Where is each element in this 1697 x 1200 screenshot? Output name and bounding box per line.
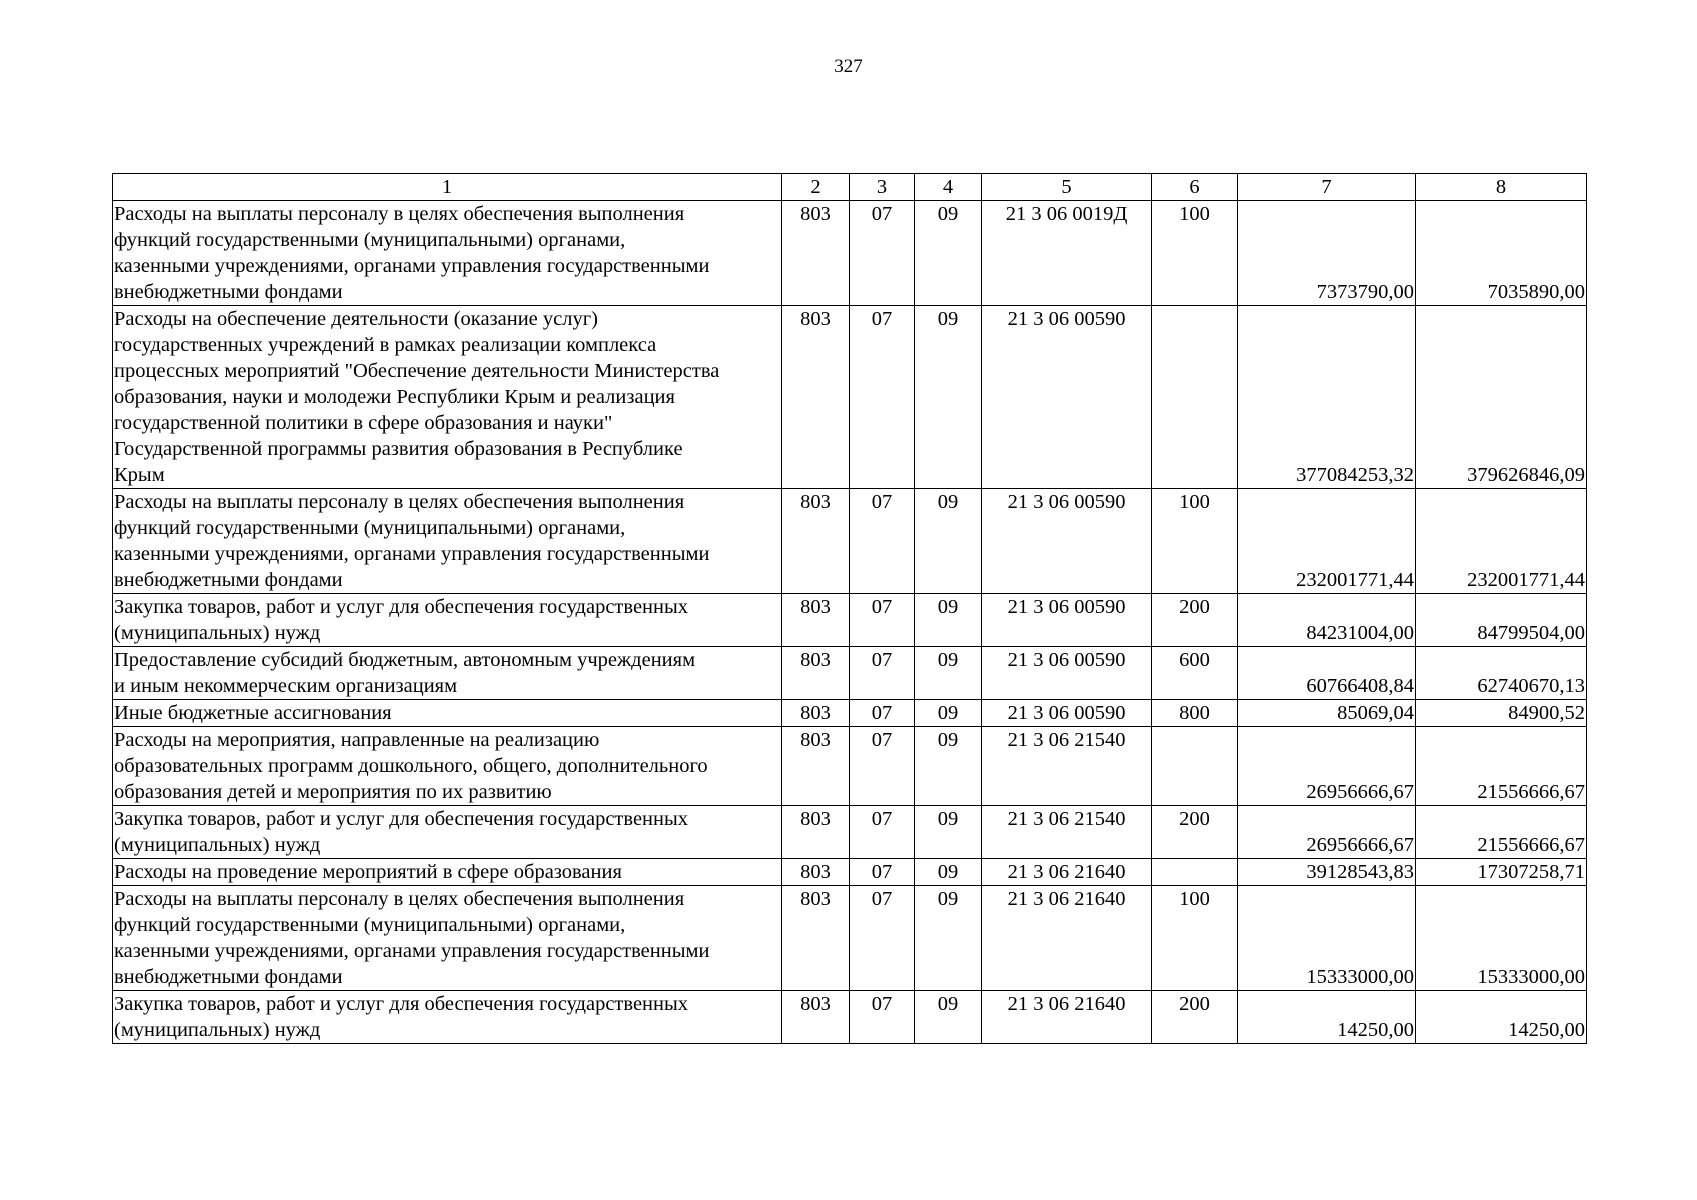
description-line: казенными учреждениями, органами управления государственными — [114, 255, 710, 277]
row-description — [113, 806, 782, 859]
description-line: функций государственными (муниципальными) органами, — [114, 229, 626, 251]
row-description — [113, 727, 782, 806]
row-description — [113, 700, 782, 727]
ministry-code-cell: 803 — [782, 594, 850, 647]
ministry-code-cell: 803 — [782, 306, 850, 489]
description-line: Государственной программы развития образования в Республике — [114, 438, 683, 460]
amount-col8-cell: 14250,00 — [1416, 991, 1587, 1044]
target-article-cell: 21 3 06 21540 — [982, 727, 1152, 806]
expense-type-cell: 800 — [1152, 700, 1238, 727]
table-row — [113, 886, 1587, 991]
table-row — [113, 489, 1587, 594]
description-line: образовательных программ дошкольного, общего, дополнительного — [114, 755, 708, 777]
description-line: Расходы на проведение мероприятий в сфере образования — [114, 861, 622, 883]
ministry-code-cell: 803 — [782, 700, 850, 727]
section-code-cell: 07 — [850, 700, 915, 727]
column-header-5: 5 — [982, 174, 1152, 201]
table-row — [113, 859, 1587, 886]
description-line: Закупка товаров, работ и услуг для обеспечения государственных — [114, 993, 689, 1015]
ministry-code-cell: 803 — [782, 727, 850, 806]
amount-col8-cell: 17307258,71 — [1416, 859, 1587, 886]
row-description — [113, 647, 782, 700]
description-line: государственной политики в сфере образования и науки" — [114, 412, 613, 434]
target-article-cell: 21 3 06 21640 — [982, 886, 1152, 991]
amount-col7-cell: 39128543,83 — [1238, 859, 1416, 886]
table-row — [113, 991, 1587, 1044]
column-header-1: 1 — [113, 174, 782, 201]
description-line: внебюджетными фондами — [114, 281, 343, 303]
description-line: Расходы на выплаты персоналу в целях обеспечения выполнения — [114, 203, 685, 225]
description-line: казенными учреждениями, органами управления государственными — [114, 543, 710, 565]
amount-col8-cell: 379626846,09 — [1416, 306, 1587, 489]
row-description — [113, 201, 782, 306]
target-article-cell: 21 3 06 0019Д — [982, 201, 1152, 306]
table-row — [113, 306, 1587, 489]
section-code-cell: 07 — [850, 647, 915, 700]
expense-type-cell: 100 — [1152, 201, 1238, 306]
subsection-code-cell: 09 — [915, 727, 982, 806]
ministry-code-cell: 803 — [782, 489, 850, 594]
expense-type-cell: 200 — [1152, 594, 1238, 647]
description-line: функций государственными (муниципальными) органами, — [114, 914, 626, 936]
column-header-2: 2 — [782, 174, 850, 201]
section-code-cell: 07 — [850, 201, 915, 306]
target-article-cell: 21 3 06 00590 — [982, 700, 1152, 727]
description-line: Расходы на обеспечение деятельности (оказание услуг) — [114, 308, 598, 330]
description-line: Расходы на выплаты персоналу в целях обеспечения выполнения — [114, 888, 685, 910]
ministry-code-cell: 803 — [782, 647, 850, 700]
table-row — [113, 594, 1587, 647]
table-header-row — [113, 174, 1587, 201]
target-article-cell: 21 3 06 21540 — [982, 806, 1152, 859]
subsection-code-cell: 09 — [915, 201, 982, 306]
target-article-cell: 21 3 06 21640 — [982, 991, 1152, 1044]
description-line: (муниципальных) нужд — [114, 622, 321, 644]
section-code-cell: 07 — [850, 991, 915, 1044]
amount-col8-cell: 84900,52 — [1416, 700, 1587, 727]
table-row — [113, 727, 1587, 806]
section-code-cell: 07 — [850, 859, 915, 886]
target-article-cell: 21 3 06 00590 — [982, 647, 1152, 700]
amount-col7-cell: 26956666,67 — [1238, 727, 1416, 806]
description-line: внебюджетными фондами — [114, 569, 343, 591]
row-description — [113, 306, 782, 489]
amount-col7-cell: 84231004,00 — [1238, 594, 1416, 647]
target-article-cell: 21 3 06 00590 — [982, 306, 1152, 489]
description-line: Крым — [114, 464, 165, 486]
amount-col7-cell: 15333000,00 — [1238, 886, 1416, 991]
column-header-4: 4 — [915, 174, 982, 201]
description-line: (муниципальных) нужд — [114, 834, 321, 856]
amount-col8-cell: 62740670,13 — [1416, 647, 1587, 700]
target-article-cell: 21 3 06 00590 — [982, 489, 1152, 594]
description-line: процессных мероприятий "Обеспечение деятельности Министерства — [114, 360, 720, 382]
description-line: образования детей и мероприятия по их развитию — [114, 781, 552, 803]
page-number: 327 — [834, 56, 863, 77]
subsection-code-cell: 09 — [915, 991, 982, 1044]
ministry-code-cell: 803 — [782, 806, 850, 859]
table-row — [113, 700, 1587, 727]
description-line: (муниципальных) нужд — [114, 1019, 321, 1041]
section-code-cell: 07 — [850, 806, 915, 859]
subsection-code-cell: 09 — [915, 647, 982, 700]
amount-col7-cell: 377084253,32 — [1238, 306, 1416, 489]
description-line: государственных учреждений в рамках реализации комплекса — [114, 334, 657, 356]
target-article-cell: 21 3 06 21640 — [982, 859, 1152, 886]
table-row — [113, 647, 1587, 700]
amount-col7-cell: 26956666,67 — [1238, 806, 1416, 859]
description-line: Расходы на выплаты персоналу в целях обеспечения выполнения — [114, 491, 685, 513]
amount-col7-cell: 85069,04 — [1238, 700, 1416, 727]
section-code-cell: 07 — [850, 727, 915, 806]
description-line: функций государственными (муниципальными) органами, — [114, 517, 626, 539]
ministry-code-cell: 803 — [782, 886, 850, 991]
subsection-code-cell: 09 — [915, 700, 982, 727]
amount-col7-cell: 232001771,44 — [1238, 489, 1416, 594]
description-line: Предоставление субсидий бюджетным, автономным учреждениям — [114, 649, 696, 671]
row-description — [113, 991, 782, 1044]
expense-type-cell — [1152, 727, 1238, 806]
amount-col8-cell: 84799504,00 — [1416, 594, 1587, 647]
subsection-code-cell: 09 — [915, 306, 982, 489]
column-header-6: 6 — [1152, 174, 1238, 201]
amount-col8-cell: 7035890,00 — [1416, 201, 1587, 306]
subsection-code-cell: 09 — [915, 859, 982, 886]
expense-type-cell: 200 — [1152, 991, 1238, 1044]
amount-col8-cell: 21556666,67 — [1416, 806, 1587, 859]
description-line: Закупка товаров, работ и услуг для обеспечения государственных — [114, 808, 689, 830]
description-line: Иные бюджетные ассигнования — [114, 702, 392, 724]
row-description — [113, 886, 782, 991]
section-code-cell: 07 — [850, 594, 915, 647]
description-line: образования, науки и молодежи Республики Крым и реализация — [114, 386, 675, 408]
expense-type-cell: 100 — [1152, 489, 1238, 594]
column-header-8: 8 — [1416, 174, 1587, 201]
subsection-code-cell: 09 — [915, 489, 982, 594]
description-line: Расходы на мероприятия, направленные на реализацию — [114, 729, 600, 751]
description-line: внебюджетными фондами — [114, 966, 343, 988]
row-description — [113, 489, 782, 594]
description-line: и иным некоммерческим организациям — [114, 675, 458, 697]
table-row — [113, 201, 1587, 306]
amount-col7-cell: 14250,00 — [1238, 991, 1416, 1044]
description-line: казенными учреждениями, органами управления государственными — [114, 940, 710, 962]
amount-col8-cell: 232001771,44 — [1416, 489, 1587, 594]
ministry-code-cell: 803 — [782, 201, 850, 306]
amount-col7-cell: 7373790,00 — [1238, 201, 1416, 306]
target-article-cell: 21 3 06 00590 — [982, 594, 1152, 647]
expense-type-cell: 600 — [1152, 647, 1238, 700]
row-description — [113, 594, 782, 647]
subsection-code-cell: 09 — [915, 806, 982, 859]
expense-type-cell — [1152, 859, 1238, 886]
amount-col8-cell: 15333000,00 — [1416, 886, 1587, 991]
table-row — [113, 806, 1587, 859]
amount-col8-cell: 21556666,67 — [1416, 727, 1587, 806]
column-header-3: 3 — [850, 174, 915, 201]
section-code-cell: 07 — [850, 489, 915, 594]
budget-table — [112, 173, 1587, 1044]
row-description — [113, 859, 782, 886]
column-header-7: 7 — [1238, 174, 1416, 201]
section-code-cell: 07 — [850, 886, 915, 991]
ministry-code-cell: 803 — [782, 991, 850, 1044]
section-code-cell: 07 — [850, 306, 915, 489]
table-body — [113, 174, 1587, 1044]
expense-type-cell — [1152, 306, 1238, 489]
expense-type-cell: 100 — [1152, 886, 1238, 991]
amount-col7-cell: 60766408,84 — [1238, 647, 1416, 700]
subsection-code-cell: 09 — [915, 594, 982, 647]
ministry-code-cell: 803 — [782, 859, 850, 886]
description-line: Закупка товаров, работ и услуг для обеспечения государственных — [114, 596, 689, 618]
subsection-code-cell: 09 — [915, 886, 982, 991]
expense-type-cell: 200 — [1152, 806, 1238, 859]
